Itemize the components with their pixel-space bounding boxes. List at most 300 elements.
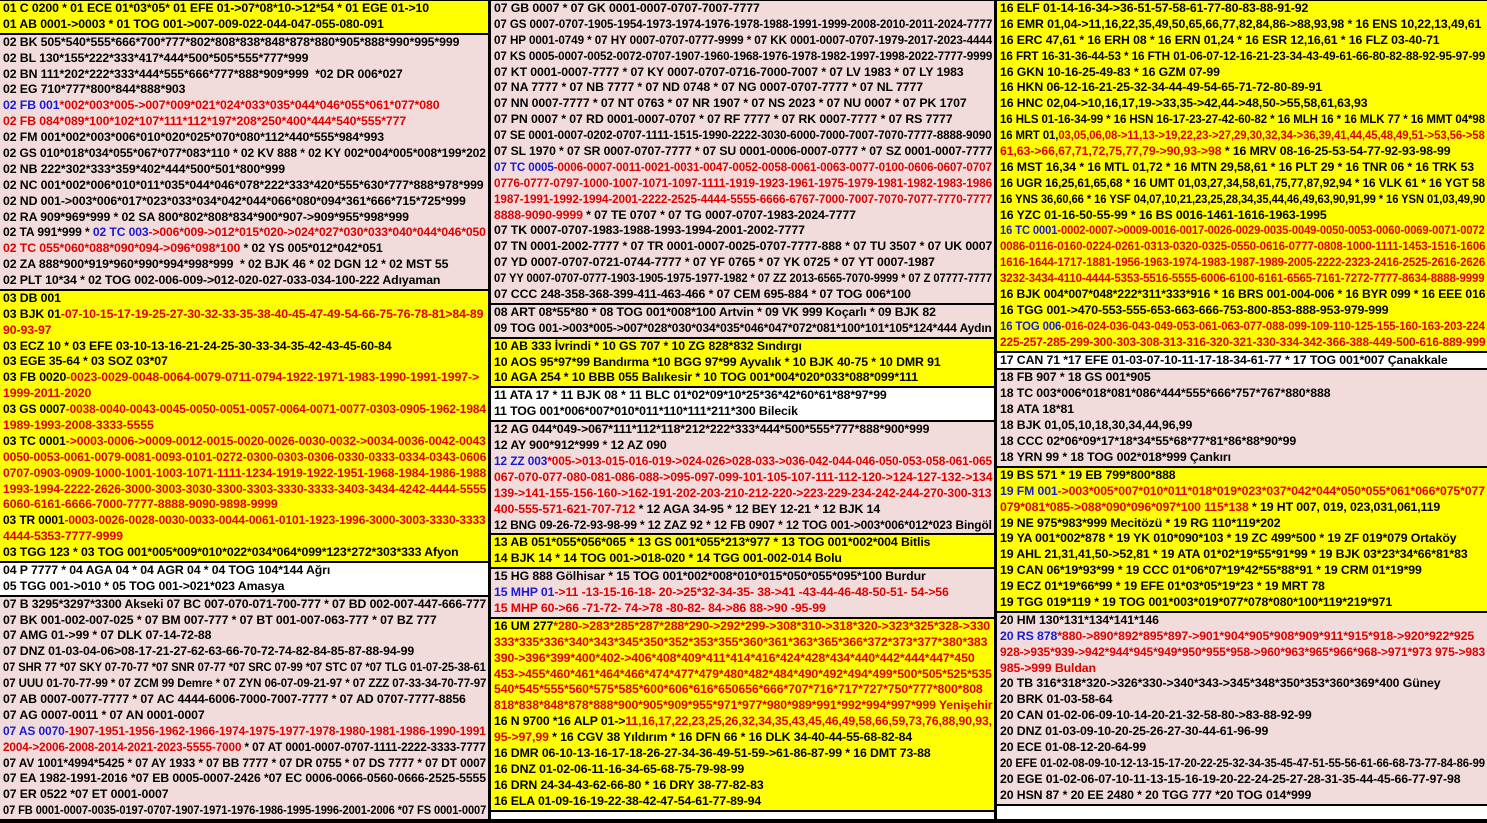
- code-row-text: [1000, 287, 1485, 303]
- code-segment: 20 CAN 01-02-06-09-10-14-20-21-32-58-80->83-88-92-99: [1000, 708, 1312, 723]
- code-segment: *005->013-015-016-019->024-026>028-033->036-042-044-046-050-053-058-061-065: [547, 453, 992, 468]
- code-segment: 20 HM 130*131*134*141*146: [1000, 612, 1159, 627]
- column-2-section-4: [491, 388, 994, 422]
- code-row: [0, 339, 488, 355]
- code-row: [491, 255, 994, 271]
- code-row-text: [494, 370, 918, 386]
- code-row: [0, 579, 488, 595]
- code-segment: 1987-1991-1992-1994-2001-2222-2525-4444-5555-6666-6767-7000-7007-7070-7077-7770-7777: [494, 191, 993, 206]
- code-segment: 16 FRT 16-31-36-44-53 * 16 FTH 01-06-07-12-16-21-23-34-43-49-61-66-80-82-88-92-95-97-99: [1000, 48, 1486, 63]
- code-row-text: [3, 339, 392, 355]
- column-1-section-1: [0, 1, 488, 35]
- code-row: [491, 404, 994, 420]
- code-segment: ->003*005*007*010*011*018*019*023*037*042*044*050*055*061*066*075*077: [1057, 483, 1485, 498]
- code-row-text: [494, 388, 887, 404]
- code-segment: 17 CAN 71 *17 EFE 01-03-07-10-11-17-18-34-61-77 * 17 TOG 001*007 Çanakkale: [1000, 352, 1448, 367]
- code-row-text: [3, 178, 484, 194]
- code-segment: 02 TA 991*999 *: [3, 225, 93, 240]
- code-segment: * 19 HT 007, 019, 023,031,061,119: [1248, 499, 1441, 514]
- code-segment: 02 NC 001*002*006*010*011*035*044*046*078*222*333*420*555*630*777*888*978*999: [3, 177, 484, 192]
- code-segment: 03 BJK 01: [3, 306, 61, 321]
- code-row: [997, 402, 1487, 418]
- code-row: [0, 307, 488, 323]
- code-segment: 07 GS 0007-0707-1905-1954-1973-1974-1976-1978-1988-1991-1999-2008-2010-2011-2024-7777: [494, 16, 993, 31]
- code-row: [997, 756, 1487, 772]
- code-row: [491, 619, 994, 635]
- code-row: [0, 676, 488, 692]
- code-row: [491, 651, 994, 667]
- code-row-text: [3, 307, 483, 323]
- code-segment: 19 CAN 06*19*93*99 * 19 CCC 01*06*07*19*42*55*88*91 * 19 CRM 01*19*99: [1000, 563, 1422, 578]
- code-row: [491, 698, 994, 714]
- code-row: [0, 771, 488, 787]
- code-row-text: [1000, 33, 1440, 49]
- code-segment: 02 FB 084*089*100*102*107*111*112*197*208*250*400*444*540*555*777: [3, 114, 407, 129]
- code-row: [491, 321, 994, 337]
- code-row: [491, 438, 994, 454]
- code-row: [491, 470, 994, 486]
- code-segment: 07 SHR 77 *07 SKY 07-70-77 *07 SNR 07-77 *07 SRC 07-99 *07 STC 07 *07 TLG 01-07-25-38-61: [3, 660, 486, 675]
- code-segment: 15 MHP 60->66 -71-72- 74->78 -80-82- 84->86 88->90 -95-99: [494, 600, 826, 615]
- code-row: [997, 613, 1487, 629]
- column-1-section-5: [0, 597, 488, 819]
- code-segment: 1989-1993-2008-3333-5555: [3, 418, 154, 433]
- code-row-text: [494, 17, 992, 33]
- code-segment: 928->935*939->942*944*945*949*950*955*958->960*963*965*966*968->971*973 975->983: [1000, 644, 1486, 659]
- code-segment: 453->455*460*461*464*466*474*477*479*480*482*484*490*492*494*499*500*505*525*535: [494, 666, 992, 681]
- code-row: [491, 682, 994, 698]
- code-row: [491, 112, 994, 128]
- code-row-text: [1000, 645, 1485, 661]
- code-segment: 02 TC 003: [92, 225, 149, 240]
- code-row: [0, 756, 488, 772]
- code-row: [0, 402, 488, 418]
- code-segment: 6060-6161-6666-7000-7777-8888-9090-9898-9999: [3, 497, 278, 512]
- column-2-section-3: [491, 339, 994, 389]
- code-segment: 07 NN 0007-7777 * 07 NT 0763 * 07 NR 1907 * 07 NS 2023 * 07 NU 0007 * 07 PK 1707: [494, 96, 967, 111]
- code-row-text: [1000, 579, 1325, 595]
- code-row-text: [494, 569, 926, 585]
- code-row-text: [494, 239, 992, 255]
- code-segment: 07 AG 0007-0011 * 07 AN 0001-0007: [3, 707, 205, 722]
- code-row: [997, 160, 1487, 176]
- code-segment: 16 TC 0001: [1000, 223, 1058, 238]
- code-row: [997, 65, 1487, 81]
- code-segment: 07 YY 0007-0707-0777-1903-1905-1975-1977-1982 * 07 ZZ 2013-6565-7070-9999 * 07 Z 07777-7777: [494, 271, 993, 286]
- column-1: [0, 1, 488, 819]
- code-row: [0, 482, 488, 498]
- code-row-text: [1000, 112, 1485, 128]
- code-row: [491, 569, 994, 585]
- code-segment: 333*335*336*340*343*345*350*352*353*355*360*361*363*365*366*372*373*377*380*383: [494, 634, 988, 649]
- code-row: [0, 35, 488, 51]
- code-row: [0, 724, 488, 740]
- code-row-text: [494, 470, 992, 486]
- code-row-text: [3, 724, 486, 740]
- column-2-section-6: [491, 535, 994, 569]
- code-row: [491, 518, 994, 534]
- code-row-text: [3, 17, 384, 33]
- code-row-text: [494, 287, 911, 303]
- code-segment: 02 BN 111*202*222*333*444*555*666*777*888*909*999 *02 DR 006*027: [3, 66, 403, 81]
- code-segment: *002*003*005->007*009*021*024*033*035*044*046*055*061*077*080: [59, 98, 440, 113]
- code-segment: 02 TC 055*060*088*090*094->096*098*100: [3, 241, 241, 256]
- code-row-text: [1000, 239, 1485, 255]
- code-row-text: [1000, 595, 1392, 611]
- code-row-text: [3, 513, 486, 529]
- code-row-text: [3, 466, 486, 482]
- code-row: [997, 208, 1487, 224]
- code-row: [997, 468, 1487, 484]
- code-segment: -0038-0040-0043-0045-0050-0051-0057-0064-0071-0077-0303-0905-1962-1984: [65, 402, 486, 417]
- code-row: [0, 114, 488, 130]
- code-segment: *280->283*285*287*288*290->292*299->308*310->318*320->323*325*328->330: [553, 618, 991, 633]
- column-3: [997, 1, 1487, 819]
- code-row-text: [3, 162, 285, 178]
- code-row-text: [3, 771, 486, 787]
- code-row: [997, 708, 1487, 724]
- code-row-text: [3, 563, 330, 579]
- code-segment: 16 TGG 001->470-553-555-653-663-666-753-800-853-888-953-979-999: [1000, 302, 1389, 317]
- code-segment: 16 YNS 36,60,66 * 16 YSF 04,07,10,21,23,25,28,34,35,44,46,49,63,90,91,99 * 16 YSN 01,03,49,90: [1000, 191, 1486, 206]
- code-row: [0, 597, 488, 613]
- code-row-text: [1000, 613, 1159, 629]
- code-row-text: [494, 698, 992, 714]
- code-segment: 07 KT 0001-0007-7777 * 07 KY 0007-0707-0716-7000-7007 * 07 LV 1983 * 07 LY 1983: [494, 64, 964, 79]
- code-row-text: [1000, 772, 1460, 788]
- code-row: [491, 17, 994, 33]
- code-row: [0, 563, 488, 579]
- code-row-text: [1000, 484, 1485, 500]
- code-row: [491, 601, 994, 617]
- code-row-text: [1000, 692, 1112, 708]
- code-row-text: [494, 1, 760, 17]
- code-row-text: [494, 762, 744, 778]
- code-segment: 16 MRT 01,: [1000, 128, 1059, 143]
- code-row-text: [3, 692, 466, 708]
- code-segment: 20 ECE 01-08-12-20-64-99: [1000, 739, 1146, 754]
- code-segment: 067-070-077-080-081-086-088->095-097-099-101-105-107-111-112-120->124-127-132->134: [494, 469, 993, 484]
- code-row: [997, 740, 1487, 756]
- code-row: [997, 353, 1487, 369]
- code-row-text: [1000, 500, 1440, 516]
- code-row-text: [1000, 516, 1280, 532]
- code-segment: 03 TGG 123 * 03 TOG 001*005*009*010*022*034*064*099*123*272*303*333 Afyon: [3, 545, 459, 560]
- code-row-text: [494, 33, 992, 49]
- code-row-text: [494, 208, 856, 224]
- code-row: [491, 80, 994, 96]
- code-segment: 16 TOG 006: [1000, 318, 1062, 333]
- code-segment: 540*545*555*560*575*585*600*606*616*650656*666*707*716*717*727*750*777*800*808: [494, 682, 983, 697]
- code-row-text: [1000, 49, 1485, 65]
- code-row: [491, 667, 994, 683]
- code-segment: 07 AMG 01->99 * 07 DLK 07-14-72-88: [3, 628, 212, 643]
- code-segment: 0776-0777-0797-1000-1007-1071-1097-1111-1919-1923-1961-1975-1979-1981-1982-1983-1986: [494, 175, 993, 190]
- code-row: [0, 386, 488, 402]
- code-segment: 11 TOG 001*006*007*010*011*110*111*211*300 Bilecik: [494, 404, 798, 419]
- code-row-text: [3, 740, 486, 756]
- code-row: [491, 144, 994, 160]
- column-1-section-2: [0, 35, 488, 291]
- code-row-text: [3, 82, 185, 98]
- code-row: [0, 529, 488, 545]
- code-row: [0, 210, 488, 226]
- code-row: [491, 208, 994, 224]
- code-row: [0, 354, 488, 370]
- code-row: [997, 255, 1487, 271]
- code-row: [491, 794, 994, 810]
- code-segment: * 07 TE 0707 * 07 TG 0007-0707-1983-2024-7777: [582, 207, 856, 222]
- code-row: [491, 176, 994, 192]
- code-row: [491, 486, 994, 502]
- code-segment: 07 BK 001-002-007-025 * 07 BM 007-777 * 07 BT 001-007-063-777 * 07 BZ 777: [3, 612, 437, 627]
- code-row-text: [3, 273, 440, 289]
- code-row-text: [3, 644, 414, 660]
- code-segment: 07 AV 1001*4994*5425 * 07 AY 1933 * 07 BB 7777 * 07 DR 0755 * 07 DS 7777 * 07 DT 0007: [3, 755, 487, 770]
- code-segment: 10 AOS 95*97*99 Bandırma *10 BGG 97*99 Ayvalık * 10 BJK 40-75 * 10 DMR 91: [494, 354, 941, 369]
- code-row-text: [3, 628, 211, 644]
- code-segment: 225-257-285-299-300-303-308-313-316-320-321-330-334-342-366-388-449-500-616-889-999: [1000, 334, 1486, 349]
- code-segment: 18 YRN 99 * 18 TOG 002*018*999 Çankırı: [1000, 449, 1231, 464]
- code-row-text: [3, 434, 486, 450]
- code-row-text: [494, 535, 930, 551]
- code-row: [0, 466, 488, 482]
- code-row-text: [494, 794, 761, 810]
- code-segment: 3232-3434-4110-4444-5353-5516-5555-6006-6100-6161-6565-7161-7272-7777-8634-8888-9999: [1000, 271, 1485, 286]
- code-segment: 03 GS 0007: [3, 402, 66, 417]
- code-row: [997, 386, 1487, 402]
- code-row-text: [494, 518, 992, 534]
- code-segment: 390->396*399*400*402->406*408*409*411*414*416*424*428*434*440*442*444*447*450: [494, 650, 975, 665]
- code-segment: 03,05,06,08->11,13->19,22,23->27,29,30,32,34->36,39,41,44,45,48,49,51->53,56->58: [1058, 128, 1485, 143]
- column-2-section-8: [491, 619, 994, 812]
- code-segment: 8888-9090-9999: [494, 207, 583, 222]
- code-row-text: [1000, 402, 1074, 418]
- code-segment: 08 ART 08*55*80 * 08 TOG 001*008*100 Artvin * 09 VK 999 Koçarlı * 09 BJK 82: [494, 304, 936, 319]
- code-segment: 02 RA 909*969*999 * 02 SA 800*802*808*834*900*907->909*955*998*999: [3, 209, 409, 224]
- code-row-text: [494, 65, 964, 81]
- code-segment: 07 PN 0007 * 07 RD 0001-0007-0707 * 07 RF 7777 * 07 RK 0007-7777 * 07 RS 7777: [494, 112, 953, 127]
- code-row-text: [3, 418, 154, 434]
- code-segment: 11,16,17,22,23,25,26,32,34,35,43,45,46,49,58,66,59,73,76,88,90,93,: [625, 714, 992, 729]
- code-segment: 16 GKN 10-16-25-49-83 * 16 GZM 07-99: [1000, 64, 1220, 79]
- code-row-text: [1000, 335, 1485, 351]
- code-row-text: [1000, 144, 1450, 160]
- code-segment: 18 CCC 02*06*09*17*18*34*55*68*77*81*86*88*90*99: [1000, 434, 1297, 449]
- code-segment: 818*838*848*878*888*900*905*909*955*971*977*980*989*991*992*994*997*999 Yenişehir: [494, 698, 993, 713]
- code-row: [491, 128, 994, 144]
- code-segment: 07 TC 0005: [494, 159, 554, 174]
- code-row-text: [3, 402, 486, 418]
- code-row: [491, 714, 994, 730]
- code-row-text: [494, 730, 912, 746]
- code-row: [997, 271, 1487, 287]
- code-row: [0, 613, 488, 629]
- code-segment: 16 UGR 16,25,61,65,68 * 16 UMT 01,03,27,34,58,61,75,77,87,92,94 * 16 VLK 61 * 16 YGT 58: [1000, 175, 1485, 190]
- code-row: [0, 497, 488, 513]
- code-row: [491, 1, 994, 17]
- code-segment: 95->97,99: [494, 730, 549, 745]
- column-3-section-4: [997, 468, 1487, 613]
- code-row: [491, 635, 994, 651]
- code-row-text: [3, 613, 437, 629]
- code-row-text: [1000, 386, 1330, 402]
- code-segment: ->0003-0006->0009-0012-0015-0020-0026-0030-0032->0034-0036-0042-0043: [65, 433, 486, 448]
- code-row: [997, 96, 1487, 112]
- code-segment: 04 P 7777 * 04 AGA 04 * 04 AGR 04 * 04 TOG 104*144 Ağrı: [3, 562, 331, 577]
- code-row: [997, 516, 1487, 532]
- code-segment: 61,63->66,67,71,72,75,77,79->90,93->98: [1000, 144, 1222, 159]
- code-segment: * 16 CGV 38 Yıldırım * 16 DFN 66 * 16 DLK 34-40-44-55-68-82-84: [548, 730, 913, 745]
- code-segment: *880->890*892*895*897->901*904*905*908*909*911*915*918->920*922*925: [1057, 628, 1475, 643]
- code-segment: 09 TOG 001->003*005->007*028*030*034*035*046*047*072*081*100*101*105*124*444 Aydın: [494, 320, 992, 335]
- code-row-text: [494, 422, 929, 438]
- code-row-text: [1000, 208, 1327, 224]
- code-row-text: [494, 551, 842, 567]
- code-row: [997, 223, 1487, 239]
- code-segment: -0002-0007->0009-0016-0017-0026-0029-0035-0049-0050-0053-0060-0069-0071-0072: [1057, 223, 1485, 238]
- code-row: [997, 434, 1487, 450]
- code-segment: 16 MST 16,34 * 16 MTL 01,72 * 16 MTN 29,58,61 * 16 PLT 29 * 16 TNR 06 * 16 TRK 53: [1000, 159, 1474, 174]
- code-row: [0, 660, 488, 676]
- code-row: [0, 225, 488, 241]
- code-row-text: [494, 486, 992, 502]
- code-segment: 16 DNZ 01-02-06-11-16-34-65-68-75-79-98-99: [494, 761, 745, 776]
- code-row: [491, 96, 994, 112]
- code-segment: 07 SL 1970 * 07 SR 0007-0707-7777 * 07 SU 0001-0006-0007-0777 * 07 SZ 0001-0007-7777: [494, 144, 993, 159]
- code-row-text: [494, 49, 992, 65]
- code-row: [0, 51, 488, 67]
- code-segment: 07 UUU 01-70-77-99 * 07 ZCM 99 Demre * 07 ZYN 06-07-09-21-97 * 07 ZZZ 07-33-34-70-77-97: [3, 676, 487, 691]
- code-row-text: [3, 291, 61, 307]
- code-row: [0, 787, 488, 803]
- code-row: [0, 178, 488, 194]
- code-segment: 07 DNZ 01-03-04-06>08-17-21-27-62-63-66-70-72-74-82-84-85-87-88-94-99: [3, 644, 415, 659]
- code-segment: * 02 YS 005*012*042*051: [240, 241, 383, 256]
- code-row: [997, 17, 1487, 33]
- code-segment: 15 HG 888 Gölhisar * 15 TOG 001*002*008*010*015*050*055*095*100 Burdur: [494, 569, 926, 584]
- code-segment: 07 EA 1982-1991-2016 *07 EB 0005-0007-2426 *07 EC 0006-0066-0560-0666-2525-5555: [3, 771, 486, 786]
- code-segment: 19 FM 001: [1000, 483, 1058, 498]
- code-segment: 07 AS 0070: [3, 723, 65, 738]
- code-segment: 16 N 9700 *16 ALP 01->: [494, 714, 626, 729]
- code-row-text: [494, 339, 802, 355]
- code-row: [0, 257, 488, 273]
- code-row: [491, 730, 994, 746]
- code-segment: 20 TB 316*318*320->326*330->340*343->345*348*350*353*360*369*400 Güney: [1000, 676, 1441, 691]
- code-segment: 20 RS 878: [1000, 628, 1058, 643]
- code-row: [997, 335, 1487, 351]
- code-row: [997, 595, 1487, 611]
- code-row: [0, 708, 488, 724]
- code-row-text: [3, 597, 486, 613]
- code-row-text: [1000, 661, 1096, 677]
- code-row-text: [3, 660, 486, 676]
- code-segment: 19 YA 001*002*878 * 19 YK 010*090*103 * 19 ZC 499*500 * 19 ZF 019*079 Ortaköy: [1000, 531, 1457, 546]
- code-segment: 03 ECZ 10 * 03 EFE 03-10-13-16-21-24-25-30-33-34-35-42-43-45-60-84: [3, 338, 392, 353]
- code-row: [0, 17, 488, 33]
- code-row-text: [1000, 724, 1268, 740]
- code-segment: 07 ER 0522 *07 ET 0001-0007: [3, 787, 169, 802]
- code-row: [491, 287, 994, 303]
- code-row: [0, 273, 488, 289]
- code-row: [997, 192, 1487, 208]
- code-segment: 16 UM 277: [494, 618, 554, 633]
- code-row-text: [1000, 353, 1448, 369]
- code-row-text: [3, 386, 91, 402]
- code-segment: 07 YD 0007-0707-0721-0744-7777 * 07 YF 0765 * 07 YK 0725 * 07 YT 0007-1987: [494, 255, 935, 270]
- code-row-text: [494, 355, 941, 371]
- code-row: [997, 531, 1487, 547]
- column-2-section-7: [491, 569, 994, 619]
- code-row: [997, 112, 1487, 128]
- code-row: [491, 339, 994, 355]
- code-row-text: [3, 787, 168, 803]
- code-row-text: [3, 225, 486, 241]
- code-row: [0, 323, 488, 339]
- code-segment: 4444-5353-7777-9999: [3, 529, 123, 544]
- code-row-text: [494, 112, 953, 128]
- code-segment: 12 AG 044*049->067*111*112*118*212*222*333*444*500*555*777*888*900*999: [494, 422, 930, 437]
- code-segment: 16 BJK 004*007*048*222*311*333*916 * 16 BRS 001-004-006 * 16 BYR 099 * 16 EEE 016: [1000, 287, 1486, 302]
- code-row-text: [3, 482, 486, 498]
- code-row: [0, 162, 488, 178]
- code-row: [0, 370, 488, 386]
- code-row: [0, 740, 488, 756]
- code-row-text: [1000, 629, 1474, 645]
- code-row-text: [1000, 160, 1474, 176]
- code-row-text: [1000, 96, 1367, 112]
- code-segment: 0050-0053-0061-0079-0081-0093-0101-0272-0300-0303-0306-0330-0333-0334-0343-0606: [3, 449, 487, 464]
- code-row-text: [1000, 17, 1481, 33]
- code-row-text: [494, 714, 992, 730]
- code-row: [0, 241, 488, 257]
- code-row: [997, 176, 1487, 192]
- code-segment: -016-024-036-043-049-053-061-063-077-088-099-109-110-125-155-160-163-203-224: [1061, 318, 1485, 333]
- code-segment: 90-93-97: [3, 322, 52, 337]
- code-row: [491, 305, 994, 321]
- code-row-text: [494, 682, 983, 698]
- code-segment: 07 SE 0001-0007-0202-0707-1111-1515-1990-2222-3030-6000-7000-7007-7070-7777-8888-9090: [494, 128, 992, 143]
- code-row: [997, 144, 1487, 160]
- code-segment: -1907-1951-1956-1962-1966-1974-1975-1977-1978-1980-1981-1986-1990-1991: [64, 723, 486, 738]
- code-row: [997, 484, 1487, 500]
- code-row-text: [1000, 370, 1151, 386]
- code-segment: 07 AB 0007-0077-7777 * 07 AC 4444-6006-7000-7007-7777 * 07 AD 0707-7777-8856: [3, 692, 466, 706]
- code-row: [997, 547, 1487, 563]
- code-row-text: [494, 601, 826, 617]
- code-row-text: [494, 160, 992, 176]
- code-row-text: [1000, 319, 1485, 335]
- code-segment: 02 EG 710*777*800*844*888*903: [3, 82, 186, 97]
- code-row-text: [1000, 192, 1485, 208]
- code-segment: 02 BL 130*155*222*333*417*444*500*505*555*777*999: [3, 50, 309, 65]
- code-row: [491, 223, 994, 239]
- code-row-text: [3, 708, 205, 724]
- code-segment: 02 ZA 888*900*919*960*990*994*998*999 * 02 BJK 46 * 02 DGN 12 * 02 MST 55: [3, 257, 449, 272]
- code-row: [0, 291, 488, 307]
- code-row: [0, 692, 488, 708]
- code-row-text: [494, 502, 880, 518]
- code-row-text: [1000, 128, 1485, 144]
- code-row: [997, 772, 1487, 788]
- code-segment: 05 TGG 001->010 * 05 TOG 001->021*023 Amasya: [3, 578, 285, 593]
- code-segment: * 16 MRV 08-16-25-53-54-77-92-93-98-99: [1221, 144, 1451, 159]
- code-segment: 16 HLS 01-16-34-99 * 16 HSN 16-17-23-27-42-60-82 * 16 MLH 16 * 16 MLK 77 * 16 MMT 04*98: [1000, 112, 1485, 127]
- code-row-text: [494, 305, 936, 321]
- code-segment: * 07 AT 0001-0007-0707-1111-2222-3333-7777: [241, 739, 486, 754]
- column-1-section-3: [0, 291, 488, 563]
